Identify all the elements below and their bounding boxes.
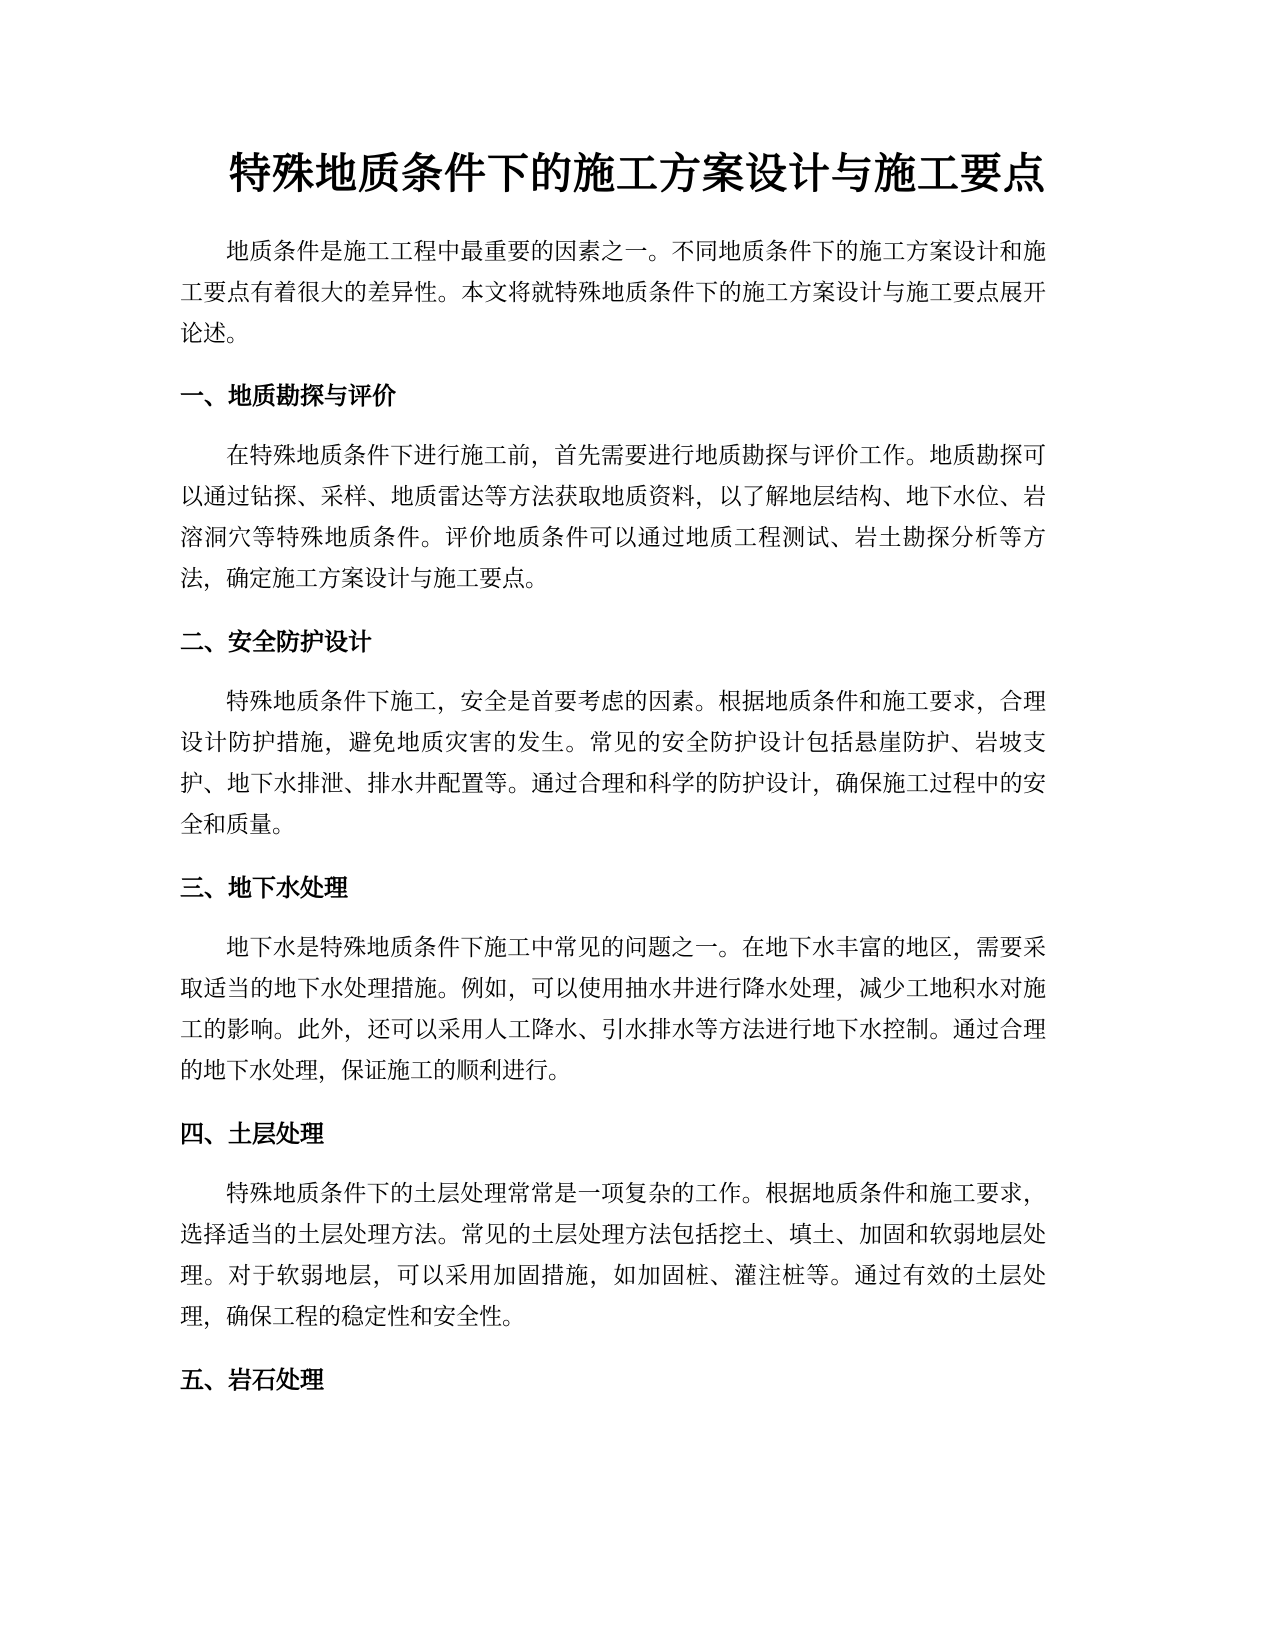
section-body-soil: 特殊地质条件下的土层处理常常是一项复杂的工作。根据地质条件和施工要求，选择适当的土层处理方法。常见的土层处理方法包括挖土、填土、加固和软弱地层处理。对于软弱地层，可以采用加固措施，如加固桩、灌注桩等。通过有效的土层处理，确保工程的稳定性和安全性。 [180, 1181, 1046, 1330]
section-body-survey: 在特殊地质条件下进行施工前，首先需要进行地质勘探与评价工作。地质勘探可以通过钻探、采样、地质雷达等方法获取地质资料，以了解地层结构、地下水位、岩溶洞穴等特殊地质条件。评价地质条件可以通过地质工程测试、岩土勘探分析等方法，确定施工方案设计与施工要点。 [180, 443, 1046, 592]
section-heading-soil: 四、土层处理 [180, 1120, 324, 1148]
intro-paragraph: 地质条件是施工工程中最重要的因素之一。不同地质条件下的施工方案设计和施工要点有着很大的差异性。本文将就特殊地质条件下的施工方案设计与施工要点展开论述。 [180, 239, 1046, 347]
section-body-groundwater: 地下水是特殊地质条件下施工中常见的问题之一。在地下水丰富的地区，需要采取适当的地下水处理措施。例如，可以使用抽水井进行降水处理，减少工地积水对施工的影响。此外，还可以采用人工降水、引水排水等方法进行地下水控制。通过合理的地下水处理，保证施工的顺利进行。 [180, 935, 1046, 1084]
section-heading-safety: 二、安全防护设计 [180, 628, 372, 656]
section-body-safety: 特殊地质条件下施工，安全是首要考虑的因素。根据地质条件和施工要求，合理设计防护措施，避免地质灾害的发生。常见的安全防护设计包括悬崖防护、岩坡支护、地下水排泄、排水井配置等。通过合理和科学的防护设计，确保施工过程中的安全和质量。 [180, 689, 1046, 838]
section-heading-rock: 五、岩石处理 [180, 1366, 324, 1394]
section-heading-survey: 一、地质勘探与评价 [180, 382, 396, 410]
document-title: 特殊地质条件下的施工方案设计与施工要点 [228, 149, 1046, 198]
section-heading-groundwater: 三、地下水处理 [180, 874, 348, 902]
